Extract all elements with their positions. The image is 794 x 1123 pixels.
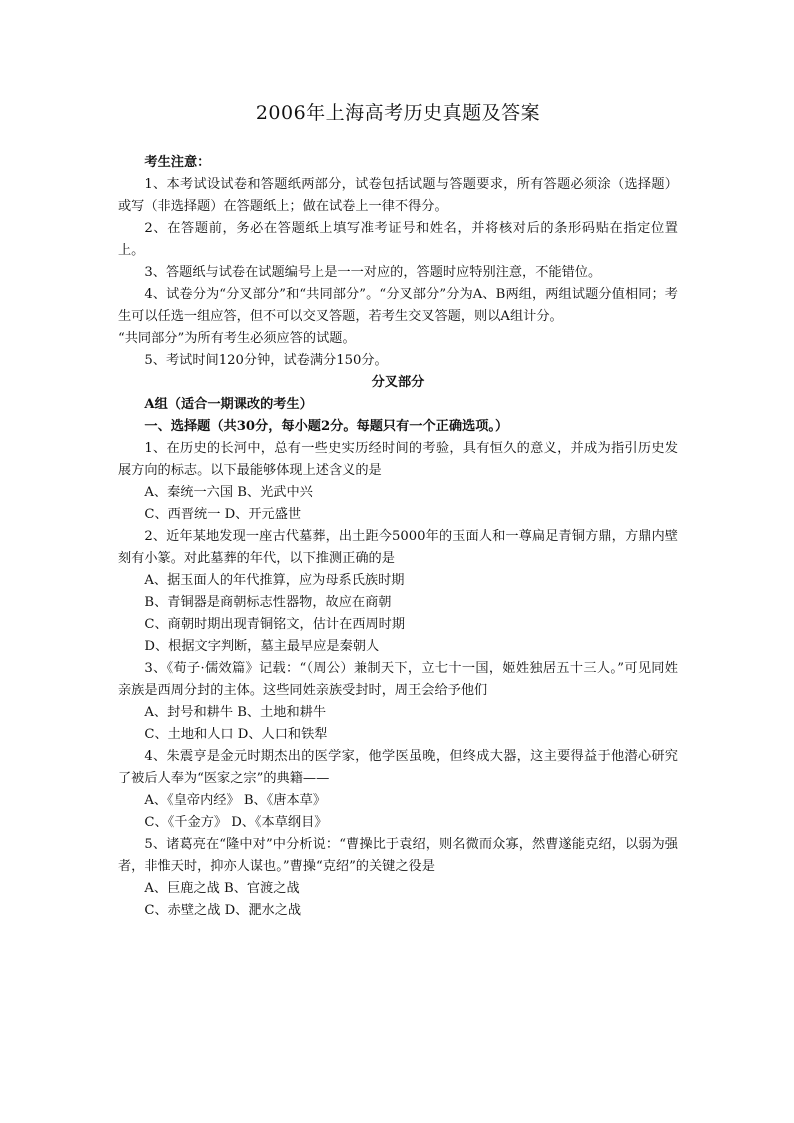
- question-stem: 4、朱震亨是金元时期杰出的医学家，他学医虽晚，但终成大器，这主要得益于他潜心研究了被后人奉为“医家之宗”的典籍——: [118, 749, 678, 786]
- question-option: C、赤壁之战 D、淝水之战: [144, 903, 302, 918]
- question-option: A、巨鹿之战 B、官渡之战: [144, 881, 300, 896]
- question-option: C、商朝时期出现青铜铭文，估计在西周时期: [144, 617, 406, 632]
- section-heading: 分叉部分: [371, 375, 425, 390]
- notice-item-2: 2、在答题前，务必在答题纸上填写准考证号和姓名，并将核对后的条形码贴在指定位置上。: [118, 221, 678, 258]
- question-stem: 2、近年某地发现一座古代墓葬，出土距今5000年的玉面人和一尊扁足青铜方鼎，方鼎内壁刻有小篆。对此墓葬的年代，以下推测正确的是: [118, 529, 678, 566]
- notice-item-1: 1、本考试设试卷和答题纸两部分，试卷包括试题与答题要求，所有答题必须涂（选择题）或写（非选择题）在答题纸上；做在试卷上一律不得分。: [118, 177, 678, 214]
- group-heading: A组（适合一期课改的考生）: [144, 397, 313, 412]
- document-page: [118, 100, 678, 922]
- question-option: A、《皇帝内经》 B、《唐本草》: [144, 793, 327, 808]
- notice-item-3: 3、答题纸与试卷在试题编号上是一一对应的，答题时应特别注意，不能错位。: [144, 265, 602, 280]
- notice-item-4: 4、试卷分为“分叉部分”和“共同部分”。“分叉部分”分为A、B两组，两组试题分值相同；考生可以任选一组应答，但不可以交叉答题，若考生交叉答题，则以A组计分。: [118, 287, 678, 324]
- notice-item-4-cont: “共同部分”为所有考生必须应答的试题。: [118, 331, 356, 346]
- question-option: C、《千金方》 D、《本草纲目》: [144, 815, 328, 830]
- question-option: C、土地和人口 D、人口和铁犁: [144, 727, 328, 742]
- question-option: B、青铜器是商朝标志性器物，故应在商朝: [144, 595, 392, 610]
- page-title: 2006年上海高考历史真题及答案: [255, 102, 541, 124]
- question-option: C、西晋统一 D、开元盛世: [144, 507, 302, 522]
- notice-heading: 考生注意：: [144, 155, 211, 170]
- question-option: A、封号和耕牛 B、土地和耕牛: [144, 705, 327, 720]
- question-option: A、据玉面人的年代推算，应为母系氏族时期: [144, 573, 405, 588]
- question-stem: 3、《荀子·儒效篇》记载：“（周公）兼制天下，立七十一国，姬姓独居五十三人。”可见同姓亲族是西周分封的主体。这些同姓亲族受封时，周王会给予他们: [118, 661, 678, 698]
- notice-item-5: 5、考试时间120分钟，试卷满分150分。: [144, 353, 388, 368]
- part-heading: 一、选择题（共30分，每小题2分。每题只有一个正确选项。）: [144, 419, 509, 434]
- question-option: A、秦统一六国 B、光武中兴: [144, 485, 313, 500]
- question-stem: 1、在历史的长河中，总有一些史实历经时间的考验，具有恒久的意义，并成为指引历史发展方向的标志。以下最能够体现上述含义的是: [118, 441, 678, 478]
- question-option: D、根据文字判断，墓主最早应是秦朝人: [144, 639, 380, 654]
- question-stem: 5、诸葛亮在“隆中对”中分析说：“曹操比于袁绍，则名微而众寡，然曹遂能克绍，以弱为强者，非惟天时，抑亦人谋也。”曹操“克绍”的关键之役是: [118, 837, 678, 874]
